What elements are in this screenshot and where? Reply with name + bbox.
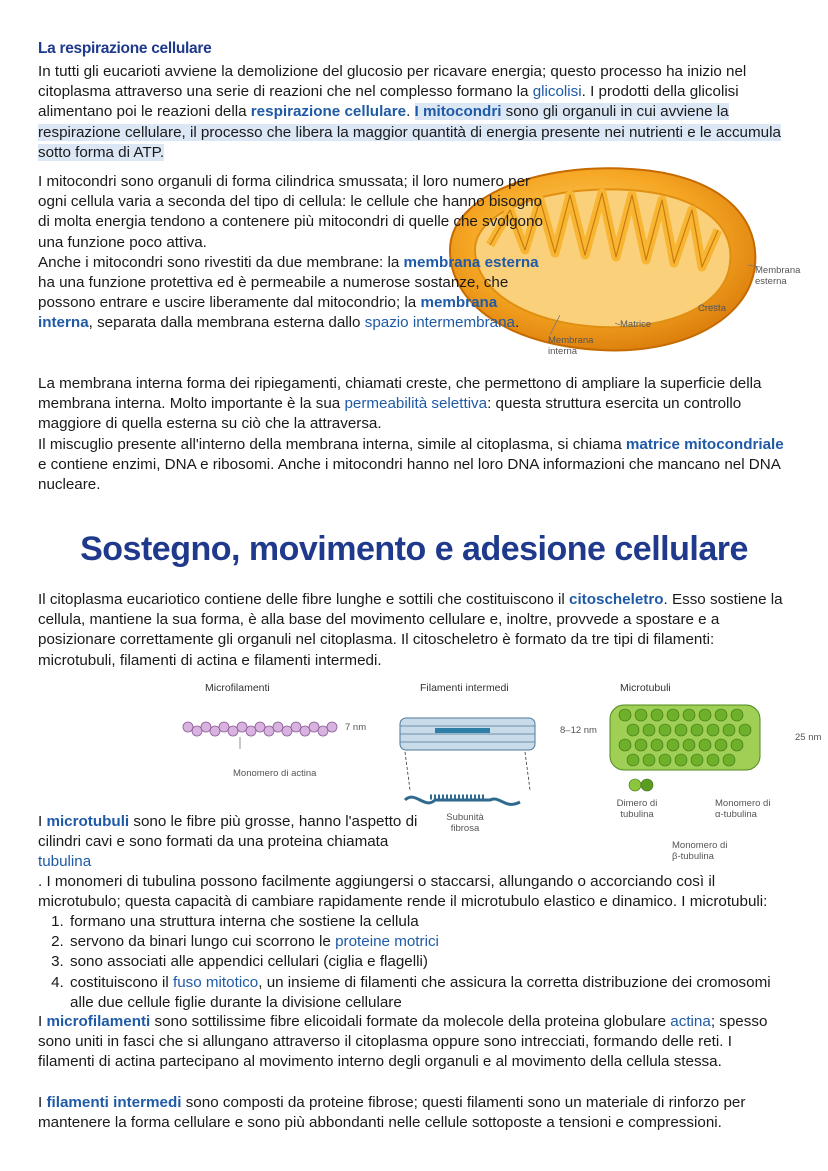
keyword-actina: actina [670,1013,711,1030]
label-7nm: 7 nm [345,722,367,733]
keyword-permeabilita: permeabilità selettiva [344,395,488,413]
paragraph-creste: La membrana interna forma dei ripiegamenti, chiamati creste, che permettono di ampliare la superficie della membrana interna. Molto importante è la sua permeabilità selettiva: questa struttura esercita un controllo maggiore di quella esterna su ciò che la attraversa. Il miscuglio presente all'interno della membrana interna, simile al citoplasma, si chiama matrice mitocondriale e contiene enzimi, DNA e ribosomi. Anche i mitocondri hanno nel loro DNA informazioni che mancano nel DNA nucleare. [38,375,784,494]
paragraph-microtubuli-intro: I microtubuli sono le fibre più grosse, hanno l'aspetto di cilindri cavi e sono formati da una proteina chiamata tubulina [38,813,418,871]
keyword-spazio-intermembrana: spazio intermembrana [364,314,515,332]
list-item: 3. sono associati alle appendici cellulari (ciglia e flagelli) [68,952,790,972]
list-microtubuli [38,912,790,1013]
label-membrana-interna: Membrana interna [548,335,594,357]
paragraph-microtubuli-dinamici: . I monomeri di tubulina possono facilmente aggiungersi o staccarsi, allungando o accorciando così il microtubulo; questa capacità di cambiare rapidamente rende il microtubulo elastico e dinamico. I microtubuli: [38,873,768,911]
keyword-filamenti-intermedi: filamenti intermedi [46,1094,182,1111]
fig-header-microtubuli: Microtubuli [620,682,671,694]
fig-header-microfilamenti: Microfilamenti [205,682,270,694]
microtubule-drawing [605,700,765,800]
keyword-membrana-interna: membrana interna [38,294,498,332]
keyword-citoscheletro: citoscheletro [569,591,664,608]
keyword-fuso-mitotico: fuso mitotico [172,973,259,991]
list-item: 4. costituiscono il fuso mitotico, un insieme di filamenti che assicura la corretta distribuzione dei cromosomi alle due cellule figlie durante la divisione cellulare [68,973,790,1013]
keyword-matrice: matrice mitocondriale [625,435,784,453]
keyword-tubulina: tubulina [38,853,92,871]
keyword-membrana-esterna: membrana esterna [403,253,539,271]
label-membrana-esterna: Membrana esterna [755,265,801,287]
list-item: 1. formano una struttura interna che sostiene la cellula [68,912,790,932]
keyword-respirazione: respirazione cellulare [250,103,407,121]
label-cresta: Cresta [698,303,726,314]
section-title-respirazione: La respirazione cellulare [38,40,212,57]
label-8-12nm: 8–12 nm [560,725,597,736]
keyword-microfilamenti: microfilamenti [46,1013,151,1030]
label-subunita-fibrosa: Subunità fibrosa [446,812,484,834]
paragraph-citoscheletro: Il citoplasma eucariotico contiene delle fibre lunghe e sottili che costituiscono il citoscheletro. Esso sostiene la cellula, mantiene la sua forma, è alla base del movimento cellulare e, inoltre, provvede a spostare e a posizionare correttamente gli organuli nel citoplasma. Il citoscheletro è formato da tre tipi di filamenti: microtubuli, filamenti di actina e filamenti intermedi. [38,591,783,669]
fig-header-intermedi: Filamenti intermedi [420,682,509,694]
label-alfa-tubulina: Monomero di α-tubulina [715,798,771,820]
keyword-mitocondri: I mitocondri [414,103,502,121]
keyword-proteine-motrici: proteine motrici [335,933,439,951]
keyword-glicolisi: glicolisi [532,83,582,101]
paragraph-microfilamenti: I microfilamenti sono sottilissime fibre elicoidali formate da molecole della proteina globulare actina; spesso sono uniti in fasci che si allungano attraverso il citoplasma oppure sono intrecciati, formando delle reti. I filamenti di actina partecipano al movimento interno degli organuli e al movimento della cellula stessa. [38,1013,768,1071]
list-item: 2. servono da binari lungo cui scorrono le proteine motrici [68,932,790,952]
microfilament-drawing [180,715,345,750]
label-beta-tubulina: Monomero di β-tubulina [672,840,728,862]
section-title-sostegno: Sostegno, movimento e adesione cellulare [80,530,748,568]
label-25nm: 25 nm [795,732,822,743]
paragraph-filamenti-intermedi: I filamenti intermedi sono composti da proteine fibrose; questi filamenti sono un materiale di rinforzo per mantenere la forma cellulare e sono più abbondanti nelle cellule sottoposte a tensioni e compressioni. [38,1094,746,1132]
label-dimero-tubulina: Dimero di tubulina [616,798,658,820]
label-monomero-actina: Monomero di actina [233,768,317,779]
keyword-microtubuli: microtubuli [46,813,130,830]
paragraph-respirazione: In tutti gli eucarioti avviene la demolizione del glucosio per ricavare energia; questo processo ha inizio nel citoplasma attraverso una serie di reazioni che nel complesso formano la glicolisi. I prodotti della glicolisi alimentano poi le reazioni della respirazione cellulare. I mitocondri sono gli organuli in cui avviene la respirazione cellulare, il processo che libera la maggior quantità di energia presente nei nutrienti e le accumula sotto forma di ATP. [38,63,781,161]
label-matrice: Matrice [620,319,652,330]
paragraph-mitocondri: I mitocondri sono organuli di forma cilindrica smussata; il loro numero per ogni cellula varia a seconda del tipo di cellula: le cellule che hanno bisogno di molta energia tendono a contenere più mitocondri di quelle che svolgono una funzione poco attiva. Anche i mitocondri sono rivestiti da due membrane: la membrana esterna ha una funzione protettiva ed è permeabile a numerose sostanze, che possono entrare e uscire liberamente dal mitocondrio; la membrana interna, separata dalla membrana esterna dallo spazio intermembrana. [38,173,543,332]
